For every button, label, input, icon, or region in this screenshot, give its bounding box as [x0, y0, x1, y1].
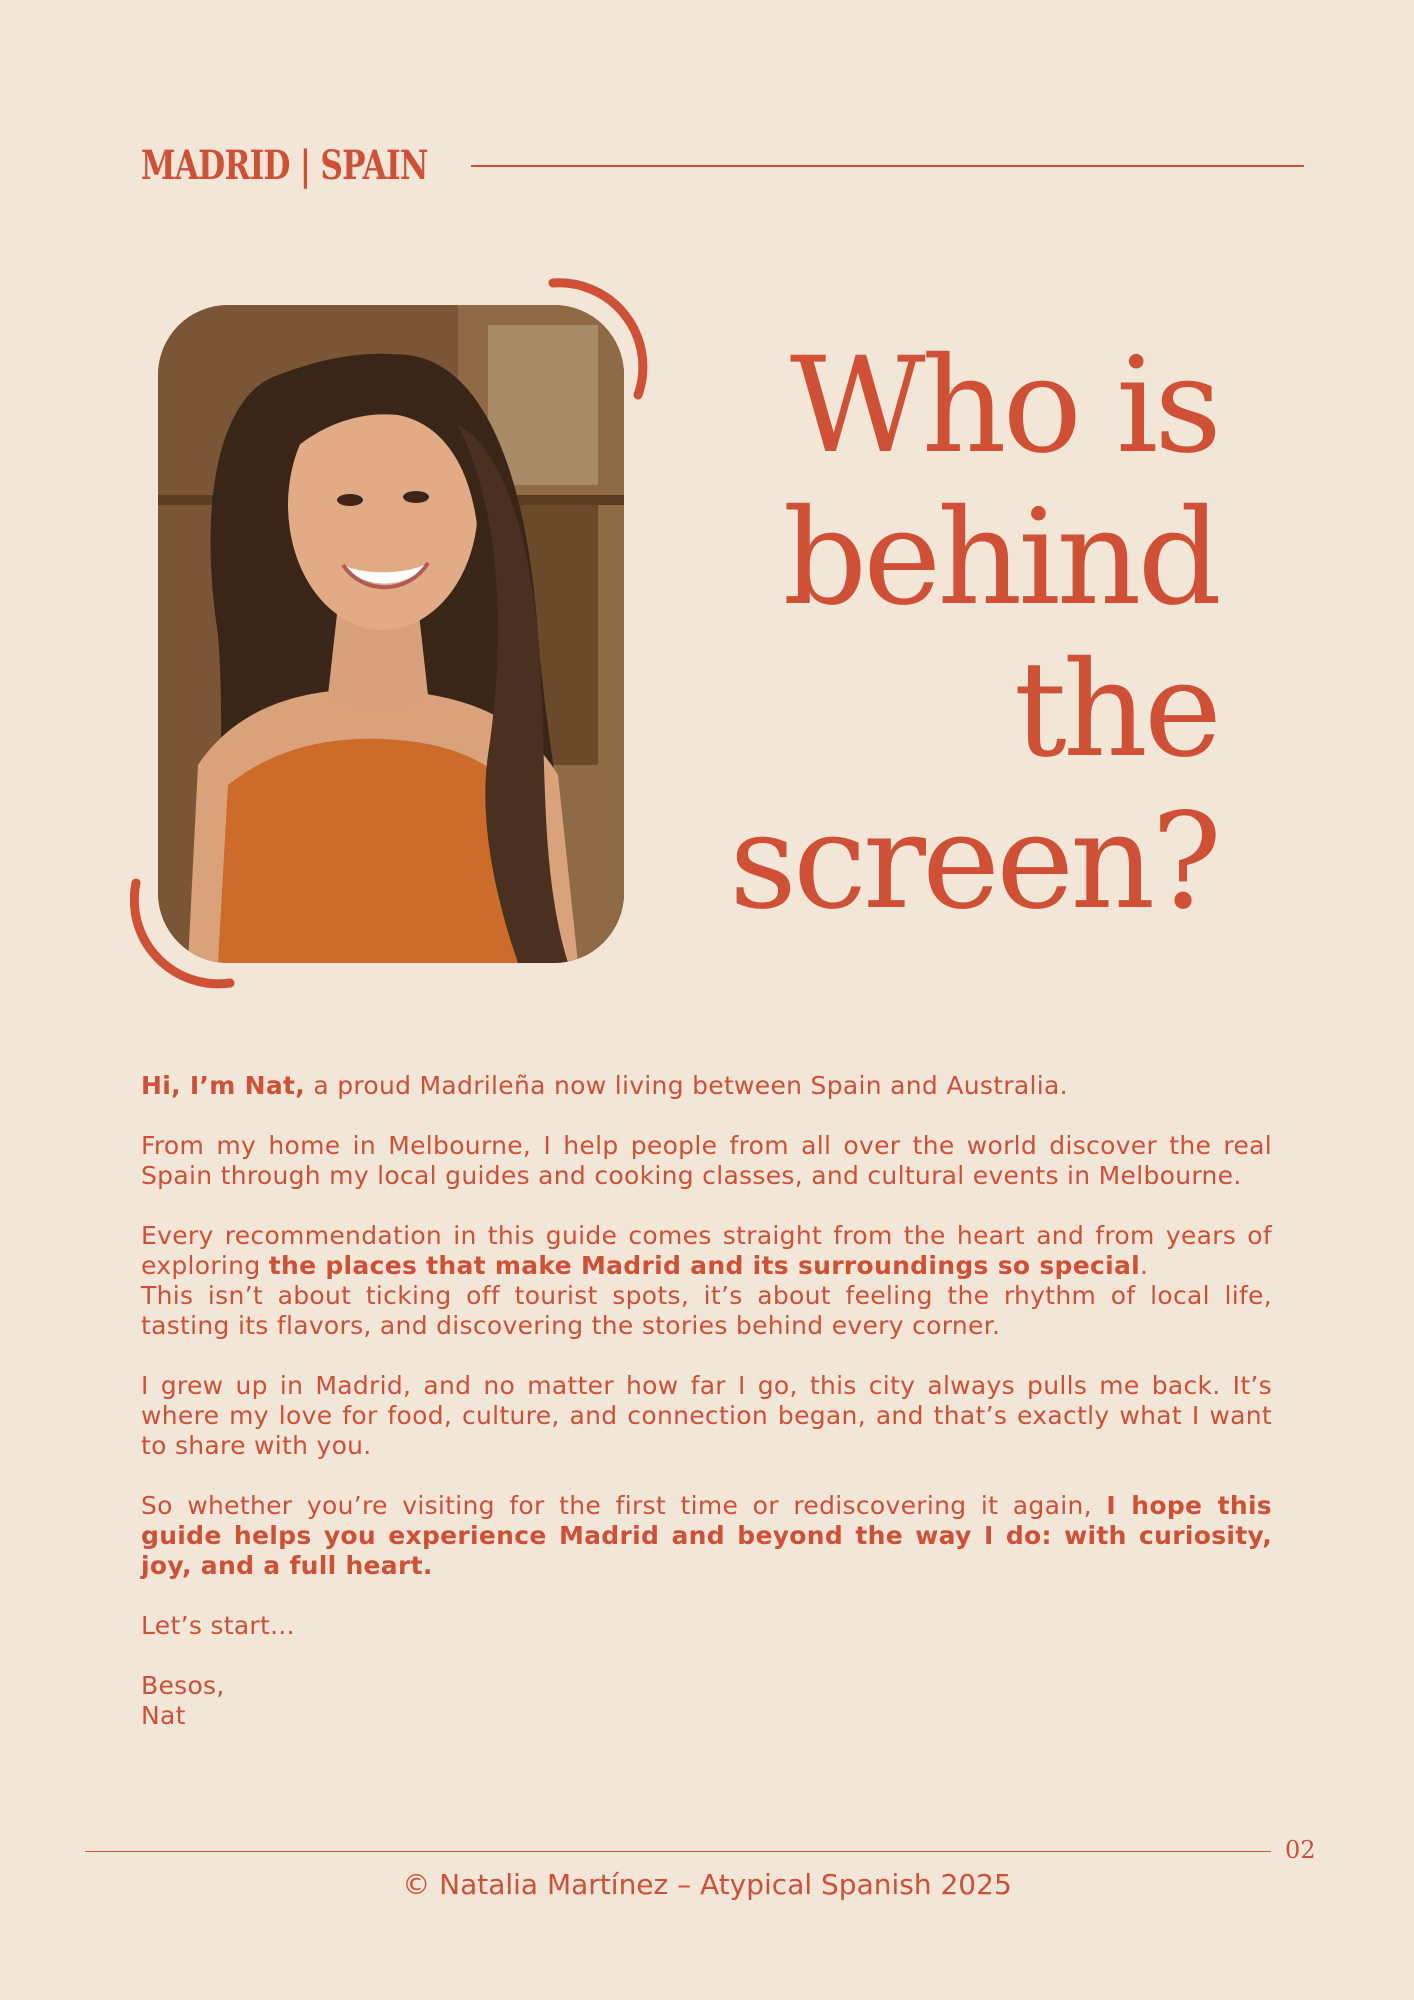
top-right-arc	[553, 283, 643, 395]
signoff-name: Nat	[141, 1701, 186, 1730]
header-location: MADRID | SPAIN	[141, 142, 428, 189]
title-line: behind	[782, 481, 1218, 635]
paragraph-start: Let’s start...	[141, 1611, 295, 1640]
recommendation-bold: the places that make Madrid and its surroundings so special	[268, 1251, 1141, 1280]
page-title	[658, 330, 1218, 938]
greeting-bold: Hi, I’m Nat,	[141, 1071, 306, 1100]
signoff	[141, 1671, 1272, 1731]
header-divider	[471, 165, 1304, 167]
decorative-arcs	[130, 275, 650, 1000]
hope-text: So whether you’re visiting for the first time or rediscovering it again,	[141, 1491, 1107, 1520]
paragraph-grew-up: I grew up in Madrid, and no matter how far I go, this city always pulls me back. It’s where my love for food, culture, and connection began, and that’s exactly what I want to share with you.	[141, 1371, 1272, 1460]
footer-copyright: © Natalia Martínez – Atypical Spanish 2025	[402, 1868, 1012, 1901]
paragraph-hope	[141, 1491, 1272, 1581]
title-line: the	[1013, 633, 1218, 787]
signoff-besos: Besos,	[141, 1671, 225, 1700]
title-line: screen?	[729, 785, 1218, 939]
portrait-frame	[130, 275, 650, 1000]
bottom-left-arc	[134, 883, 230, 984]
recommendation-period: .	[1140, 1251, 1149, 1280]
paragraph-melbourne: From my home in Melbourne, I help people from all over the world discover the real Spain through my local guides and cooking classes, and cultural events in Melbourne.	[141, 1131, 1272, 1190]
hope-bold: I hope this guide helps you experience Madrid and beyond the way I do: with curiosity, joy, and a full heart.	[141, 1491, 1272, 1580]
intro-letter	[141, 1071, 1272, 1731]
footer-divider	[85, 1851, 1271, 1852]
recommendation-text-2: This isn’t about ticking off tourist spots, it’s about feeling the rhythm of local life, tasting its flavors, and discovering the stories behind every corner.	[141, 1281, 1272, 1340]
page-number: 02	[1285, 1836, 1316, 1864]
recommendation-text: Every recommendation in this guide comes straight from the heart and from years of exploring	[141, 1221, 1272, 1280]
title-line: Who is	[789, 329, 1218, 483]
paragraph-greeting	[141, 1071, 1272, 1101]
paragraph-recommendation	[141, 1221, 1272, 1341]
greeting-text: a proud Madrileña now living between Spain and Australia.	[305, 1071, 1068, 1100]
